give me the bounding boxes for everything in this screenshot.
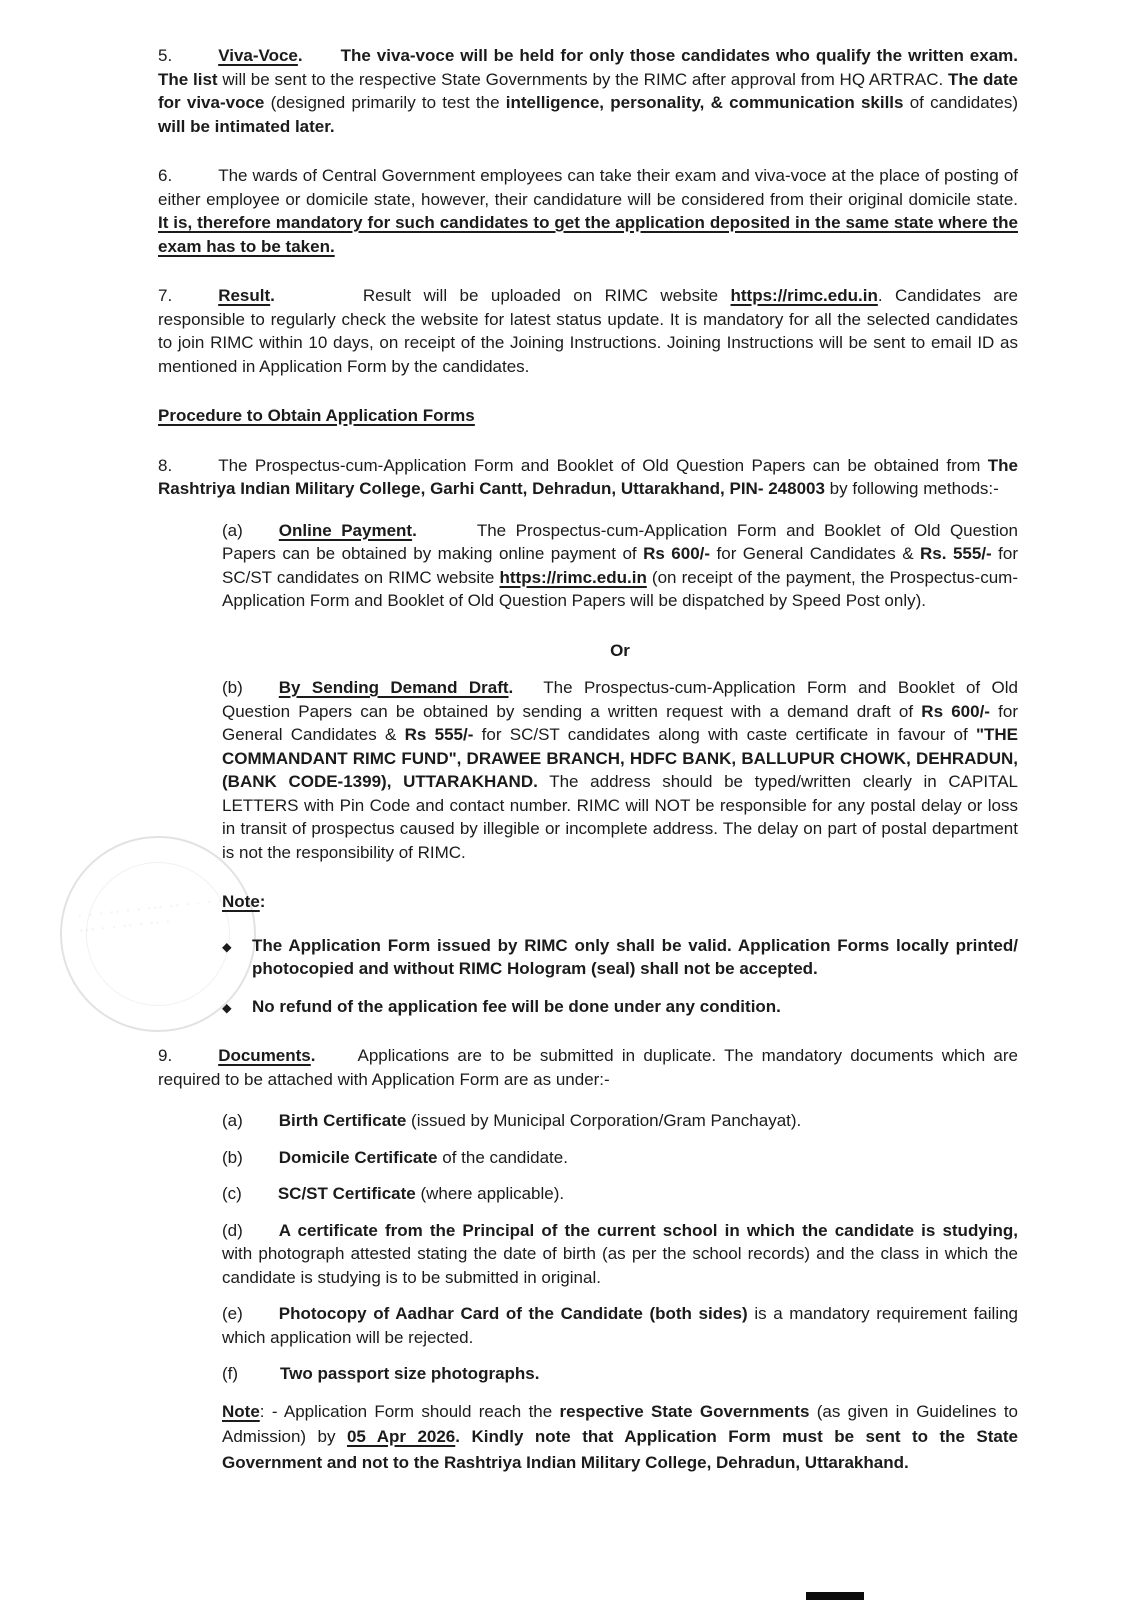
document-item-c-scst-certificate: (c) SC/ST Certificate (where applicable).: [222, 1184, 565, 1203]
final-note-submission-deadline: Note: - Application Form should reach the respective State Governments (as given in Guidelines to Admission) by 05 Apr 2026. Kindly note that Application Form must be sent to the State Government and not to the Rashtriya Indian Military College, Dehradun, Uttarakhand.: [222, 1401, 1019, 1472]
stamp-illegible-text: · · · ·· · · ··· ·· · · · · ··· · · ·· · ·· ·: [77, 894, 225, 937]
document-item-a-birth-certificate: (a) Birth Certificate (issued by Municipal Corporation/Gram Panchayat).: [222, 1111, 802, 1130]
paragraph-7-result: 7. Result. Result will be uploaded on RIMC website https://rimc.edu.in. Candidates are responsible to regularly check the website for latest status update. It is mandatory for all the selected candidates to join RIMC within 10 days, on receipt of the Joining Instructions. Joining Instructions will be sent to email ID as mentioned in Application Form by the candidates.: [158, 286, 1018, 376]
or-separator: Or: [610, 640, 630, 660]
paragraph-6-central-govt-wards: 6. The wards of Central Government employees can take their exam and viva-voce at the place of posting of either employee or domicile state, however, their candidature will be considered from their original domicile state. It is, therefore mandatory for such candidates to get the application deposited in the same state where the exam has to be taken.: [158, 166, 1018, 256]
diamond-bullet-icon: ◆: [222, 939, 232, 954]
diamond-bullet-icon: ◆: [222, 1000, 232, 1015]
document-item-d-principal-certificate: (d) A certificate from the Principal of the current school in which the candidate is studying, with photograph attested stating the date of birth (as per the school records) and the class in which the candidate is studying is to be submitted in original.: [222, 1220, 1018, 1287]
document-item-f-photographs: (f) Two passport size photographs.: [222, 1364, 540, 1383]
paragraph-8-obtaining-forms: 8. The Prospectus-cum-Application Form and Booklet of Old Question Papers can be obtained from The Rashtriya Indian Military College, Garhi Cantt, Dehradun, Uttarakhand, PIN- 248003 by following methods:-: [158, 455, 1018, 498]
note-heading: Note:: [222, 892, 266, 911]
note-bullet-no-refund-text: No refund of the application fee will be done under any condition.: [252, 996, 781, 1016]
paragraph-5-viva-voce: 5. Viva-Voce. The viva-voce will be held for only those candidates who qualify the written exam. The list will be sent to the respective State Governments by the RIMC after approval from HQ ARTRAC. The date for viva-voce (designed primarily to test the intelligence, personality, & communication skills of candidates) will be intimated later.: [158, 46, 1018, 136]
note-bullet-no-refund: [222, 995, 1018, 1021]
subpara-a-online-payment: (a) Online Payment. The Prospectus-cum-Application Form and Booklet of Old Question Papers can be obtained by making online payment of Rs 600/- for General Candidates & Rs. 555/- for SC/ST candidates on RIMC website https://rimc.edu.in (on receipt of the payment, the Prospectus-cum-Application Form and Booklet of Old Question Papers will be dispatched by Speed Post only).: [222, 520, 1019, 610]
section-heading-procedure-to-obtain-application-forms: Procedure to Obtain Application Forms: [158, 406, 475, 425]
note-bullet-validity-text: The Application Form issued by RIMC only shall be valid. Application Forms locally printed/ photocopied and without RIMC Hologram (seal) shall not be accepted.: [252, 935, 1018, 978]
scan-artifact-black-mark: [806, 1592, 864, 1600]
document-item-b-domicile-certificate: (b) Domicile Certificate of the candidate.: [222, 1147, 568, 1167]
subpara-b-demand-draft: (b) By Sending Demand Draft. The Prospectus-cum-Application Form and Booklet of Old Question Papers can be obtained by sending a written request with a demand draft of Rs 600/- for General Candidates & Rs 555/- for SC/ST candidates along with caste certificate in favour of "THE COMMANDANT RIMC FUND", DRAWEE BRANCH, HDFC BANK, BALLUPUR CHOWK, DEHRADUN, (BANK CODE-1399), UTTARAKHAND. The address should be typed/written clearly in CAPITAL LETTERS with Pin Code and contact number. RIMC will NOT be responsible for any postal delay or loss in transit of prospectus caused by illegible or incomplete address. The delay on part of postal department is not the responsibility of RIMC.: [222, 678, 1019, 862]
document-item-e-aadhar-photocopy: (e) Photocopy of Aadhar Card of the Candidate (both sides) is a mandatory requirement failing which application will be rejected.: [222, 1304, 1019, 1347]
paragraph-9-documents: 9. Documents. Applications are to be submitted in duplicate. The mandatory documents which are required to be attached with Application Form are as under:-: [158, 1046, 1018, 1089]
note-bullet-validity: [222, 934, 1018, 981]
